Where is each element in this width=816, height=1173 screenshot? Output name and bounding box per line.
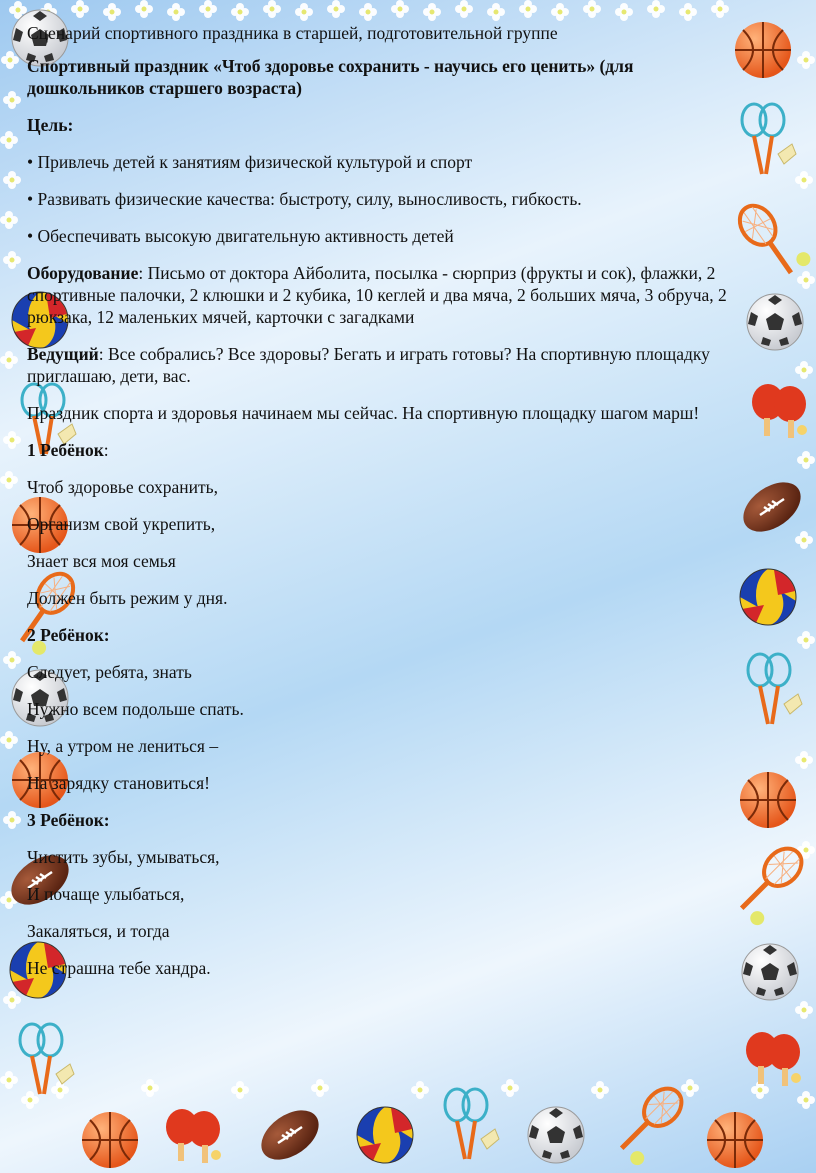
goal-item-2: • Развивать физические качества: быстроту, силу, выносливость, гибкость. <box>27 189 582 209</box>
soccer-ball-icon <box>528 1107 584 1163</box>
equipment-text: : Письмо от доктора Айболита, посылка - сюрприз (фрукты и сок), флажки, 2 спортивные палочки, 2 клюшки и 2 кубика, 10 кеглей и два мяча, 2 больших мяча, 3 обруча, 2 рюкзака, 12 маленьких мячей, карточки с загадками <box>27 263 727 327</box>
basketball-icon <box>82 1112 138 1168</box>
equipment-label: Оборудование <box>27 263 139 283</box>
host-label: Ведущий <box>27 344 99 364</box>
pingpong-icon <box>746 1032 801 1086</box>
document-header: Сценарий спортивного праздника в старшей, подготовительной группе <box>27 23 558 43</box>
verse-line: Следует, ребята, знать <box>27 662 192 682</box>
child1-label: 1 Ребёнок <box>27 440 104 460</box>
soccer-ball-icon <box>747 294 803 350</box>
pingpong-icon <box>752 384 807 438</box>
basketball-icon <box>740 772 796 828</box>
goal-item-3: • Обеспечивать высокую двигательную активность детей <box>27 226 454 246</box>
verse-line: Должен быть режим у дня. <box>27 588 228 608</box>
basketball-icon <box>707 1112 763 1168</box>
verse-line: Ну, а утром не лениться – <box>27 736 219 756</box>
volleyball-icon <box>740 569 796 625</box>
intro-paragraph: Праздник спорта и здоровья начинаем мы сейчас. На спортивную площадку шагом марш! <box>27 403 700 423</box>
verse-line: На зарядку становиться! <box>27 773 210 793</box>
verse-line: Нужно всем подольше спать. <box>27 699 244 719</box>
pingpong-icon <box>166 1109 221 1163</box>
verse-line: Организм свой укрепить, <box>27 514 216 534</box>
verse-line: Закаляться, и тогда <box>27 921 170 941</box>
soccer-ball-icon <box>742 944 798 1000</box>
verse-line: Чистить зубы, умываться, <box>27 847 220 867</box>
equipment-paragraph <box>27 262 747 328</box>
tennis-racket-icon <box>608 1081 695 1168</box>
host-paragraph <box>27 343 747 387</box>
verse-line: Чтоб здоровье сохранить, <box>27 477 219 497</box>
badminton-icon <box>748 654 802 724</box>
football-icon <box>252 1100 327 1169</box>
badminton-icon <box>20 1024 74 1094</box>
goal-label: Цель: <box>27 115 74 135</box>
badminton-icon <box>445 1089 499 1159</box>
verse-line: И почаще улыбаться, <box>27 884 185 904</box>
document-body <box>27 22 747 979</box>
child3-label: 3 Ребёнок: <box>27 810 110 830</box>
child1-heading <box>27 439 747 461</box>
volleyball-icon <box>357 1107 413 1163</box>
document-title: Спортивный праздник «Чтоб здоровье сохранить - научись его ценить» (для дошкольников старшего возраста) <box>27 56 634 98</box>
verse-line: Знает вся моя семья <box>27 551 176 571</box>
child1-colon: : <box>103 440 109 460</box>
goal-item-1: • Привлечь детей к занятиям физической культурой и спорт <box>27 152 473 172</box>
host-text: : Все собрались? Все здоровы? Бегать и играть готовы? На спортивную площадку приглашаю, дети, вас. <box>27 344 710 386</box>
child2-label: 2 Ребёнок: <box>27 625 110 645</box>
verse-line: Не страшна тебе хандра. <box>27 958 211 978</box>
badminton-icon <box>742 104 796 174</box>
